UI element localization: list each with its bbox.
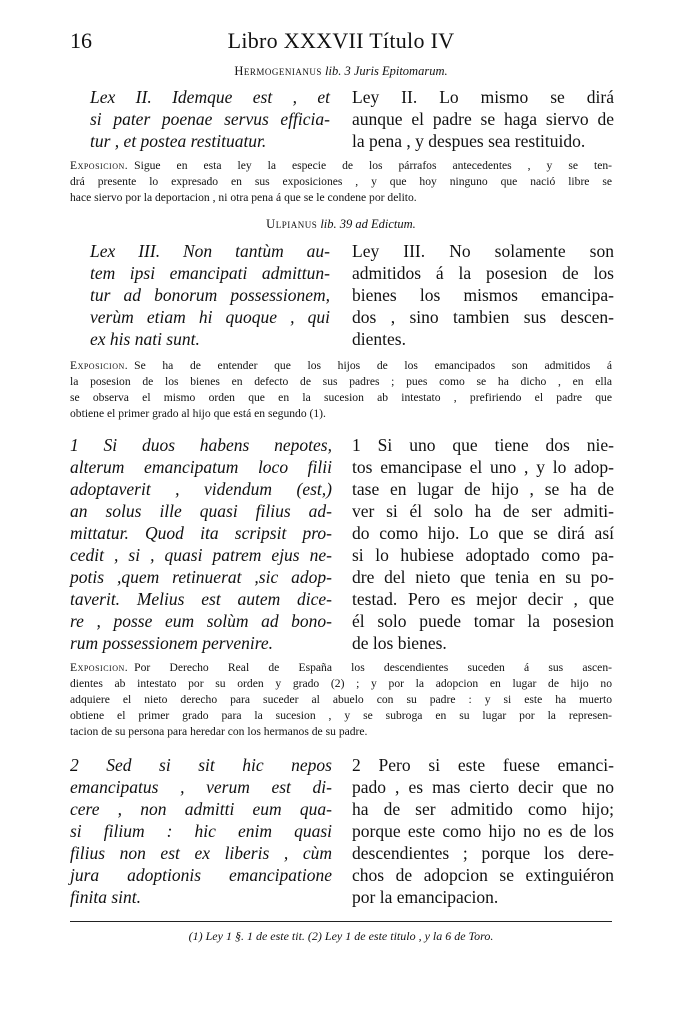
exposicion-line: la posesion de los bienes en defecto de sus padres ; pues como se ha dicho , en ella [70,375,612,388]
exposicion-line [70,358,612,374]
latin-line: tur ad bonorum possessionem, [90,285,330,305]
spanish-line: testad. Pero es mejor decir , que [352,589,614,609]
latin-line: alterum emancipatum loco filii [70,457,332,477]
source-citation-hermogenianus: Hermogenianus lib. 3 Juris Epitomarum. [234,64,448,78]
latin-line: rum possessionem pervenire. [70,633,274,653]
latin-line: cere , non admitti eum qua- [70,799,332,819]
spanish-line: 2 Pero si este fuese emanci- [352,755,614,775]
spanish-line: Ley II. Lo mismo se dirá [352,87,614,107]
spanish-line: descendientes ; porque los dere- [352,843,614,863]
exposicion-lex-3 [70,358,612,422]
exposicion-line [70,158,612,174]
exposicion-line: tacion de su persona para heredar con los hermanos de su padre. [70,725,368,738]
spanish-text-ley-3 [352,240,614,350]
exposicion-line: obtiene el primer grado al hijo que está en segundo (1). [70,407,326,420]
exposicion-line: se observa el mismo orden que en la sucesion ab intestato , prefiriendo el padre que [70,391,612,404]
latin-line: Lex III. Non tantùm au- [90,241,330,261]
spanish-line: porque este como hijo no es de los [352,821,614,841]
exposicion-line [70,660,612,676]
exposicion-line: drá presente lo expresado en sus exposiciones , y que hoy ninguno que nació libre se [70,175,612,188]
latin-line: 1 Si duos habens nepotes, [70,435,332,455]
spanish-line: 1 Si uno que tiene dos nie- [352,435,614,455]
spanish-line: ha de ser admitido como hijo; [352,799,614,819]
exposicion-line-text: Por Derecho Real de España los descendientes suceden á sus ascen- [134,661,612,674]
spanish-line: él solo puede tomar la posesion [352,611,614,631]
page-title: Libro XXXVII Título IV [227,28,455,53]
latin-line: tem ipsi emancipati admittun- [90,263,330,283]
running-header [70,28,612,58]
spanish-line: admitidos á la posesion de los [352,263,614,283]
latin-text-lex-2 [90,86,330,152]
spanish-line: tos emancipase el uno , y lo adop- [352,457,614,477]
latin-line: si pater poenae servus efficia- [90,109,330,129]
exposicion-label: Exposicion. [70,661,129,674]
latin-line: ex his nati sunt. [90,329,200,349]
latin-line: mittatur. Quod ita scripsit pro- [70,523,332,543]
latin-text-paragraph-1 [70,434,332,654]
spanish-line: do como hijo. Lo que se dirá así [352,523,614,543]
footnotes: (1) Ley 1 §. 1 de este tit. (2) Ley 1 de este titulo , y la 6 de Toro. [188,929,494,943]
source-citation-ulpianus: Ulpianus lib. 39 ad Edictum. [266,217,416,231]
footnote-rule [70,921,612,922]
latin-line: 2 Sed si sit hic nepos [70,755,332,775]
spanish-text-ley-2 [352,86,614,152]
spanish-line: chos de adopcion se extinguiéron [352,865,614,885]
spanish-line: la pena , y despues sea restituido. [352,131,586,151]
exposicion-paragraph-1 [70,660,612,740]
latin-line: tur , et postea restituatur. [90,131,267,151]
spanish-line: aunque el padre se haga siervo de [352,109,614,129]
exposicion-label: Exposicion. [70,159,129,172]
spanish-line: tase en lugar de hijo , se ha de [352,479,614,499]
exposicion-label: Exposicion. [70,359,129,372]
latin-line: verùm etiam hi quoque , qui [90,307,330,327]
latin-line: Lex II. Idemque est , et [90,87,330,107]
exposicion-line: obtiene el primer grado para la sucesion , y se subroga en su lugar por la represen- [70,709,612,722]
spanish-line: dre del nieto que tenia en su po- [352,567,614,587]
spanish-text-paragraph-1 [352,434,614,654]
spanish-line: ver si él solo ha de ser admiti- [352,501,614,521]
page-number: 16 [70,28,92,53]
latin-line: si filium : hic enim quasi [70,821,332,841]
latin-line: taverit. Melius est autem dice- [70,589,332,609]
latin-text-paragraph-2 [70,754,332,908]
latin-line: emancipatus , verum est di- [70,777,332,797]
spanish-line: bienes los mismos emancipa- [352,285,614,305]
spanish-line: de los bienes. [352,633,447,653]
latin-line: potis ,quem retinuerat ,sic adop- [70,567,332,587]
latin-line: an solus ille quasi filius ad- [70,501,332,521]
latin-line: filius non est ex liberis , cùm [70,843,332,863]
exposicion-line-text: Sigue en esta ley la especie de los párrafos antecedentes , y se ten- [134,159,612,172]
latin-line: finita sint. [70,887,141,907]
exposicion-lex-2 [70,158,612,206]
spanish-line: dientes. [352,329,406,349]
spanish-text-paragraph-2 [352,754,614,908]
latin-line: jura adoptionis emancipatione [70,865,332,885]
latin-text-lex-3 [90,240,330,350]
exposicion-line-text: Se ha de entender que los hijos de los emancipados son admitidos á [134,359,612,372]
spanish-line: si lo hubiese adoptado como pa- [352,545,614,565]
exposicion-line: hace siervo por la deportacion , ni otra pena á que se le condene por delito. [70,191,417,204]
exposicion-line: dientes ab intestato por su orden y grado (2) ; y por la adopcion en lugar de hijo no [70,677,612,690]
spanish-line: dos , sino tambien sus descen- [352,307,614,327]
spanish-line: por la emancipacion. [352,887,499,907]
spanish-line: Ley III. No solamente son [352,241,614,261]
spanish-line: pado , es mas cierto decir que no [352,777,614,797]
latin-line: re , posse eum solùm ad bono- [70,611,332,631]
latin-line: cedit , si , quasi patrem ejus ne- [70,545,332,565]
exposicion-line: adquiere el nieto derecho para suceder al abuelo con su padre : y si este ha muerto [70,693,612,706]
latin-line: adoptaverit , videndum (est,) [70,479,332,499]
